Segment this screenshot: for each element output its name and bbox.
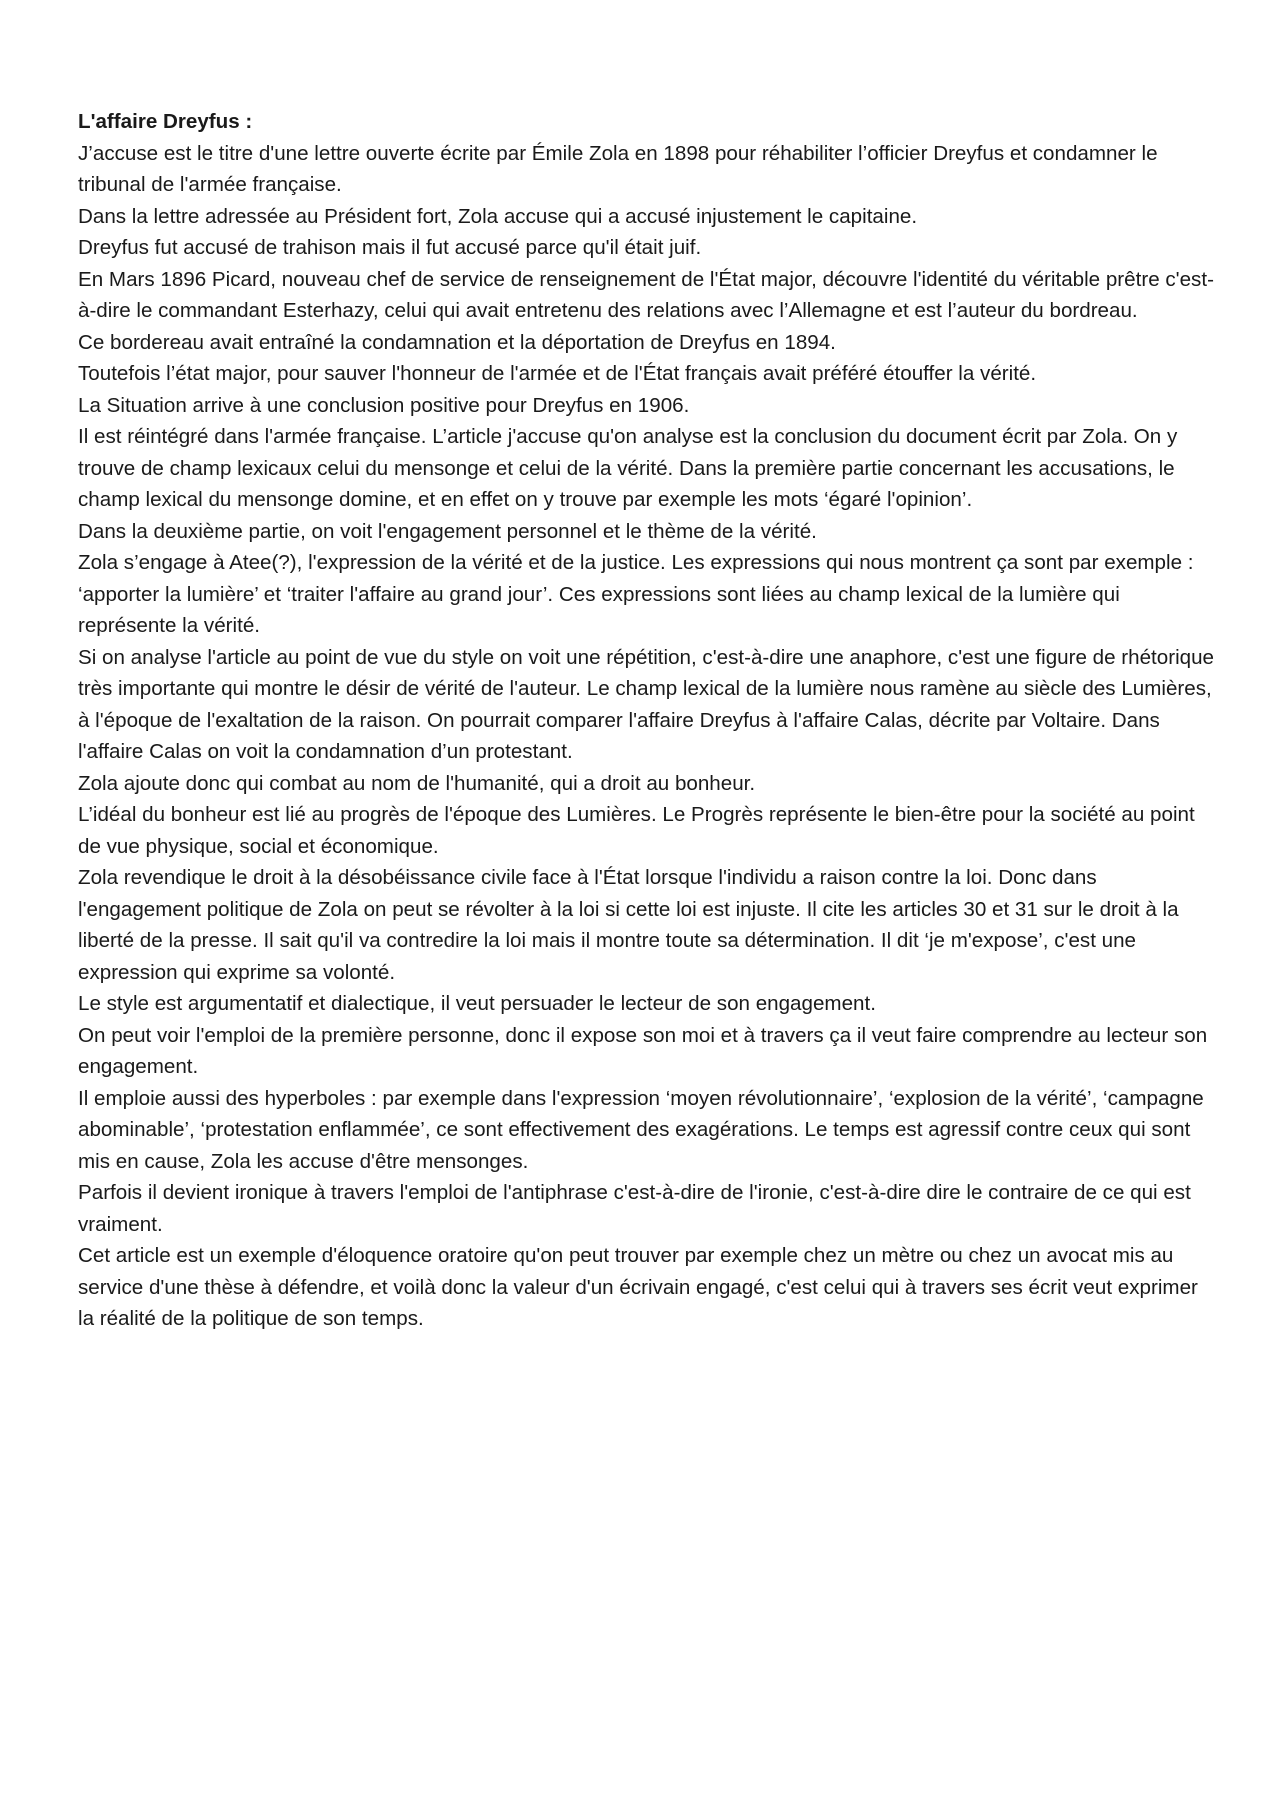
paragraph: On peut voir l'emploi de la première personne, donc il expose son moi et à travers ça il veut faire comprendre au lecteur son engagement. [78,1023,1208,1078]
paragraph: Toutefois l’état major, pour sauver l'honneur de l'armée et de l'État français avait préféré étouffer la vérité. [78,362,1037,385]
paragraph: La Situation arrive à une conclusion positive pour Dreyfus en 1906. [78,393,690,417]
paragraph: Zola revendique le droit à la désobéissance civile face à l'État lorsque l'individu a raison contre la loi. Donc dans l'engagement politique de Zola on peut se révolter à la loi si cette loi est injuste. Il cite les articles 30 et 31 sur le droit à la liberté de la presse. Il sait qu'il va contredire la loi mais il montre toute sa détermination. Il dit ‘je m'expose’, c'est une expression qui exprime sa volonté. [78,866,1179,984]
paragraph: Dans la deuxième partie, on voit l'engagement personnel et le thème de la vérité. [78,519,817,543]
paragraph: Zola s’engage à Atee(?), l'expression de la vérité et de la justice. Les expressions qui nous montrent ça sont par exemple : ‘apporter la lumière’ et ‘traiter l'affaire au grand jour’. Ces expressions sont liées au champ lexical de la lumière qui représente la vérité. [78,551,1194,637]
paragraph: L’idéal du bonheur est lié au progrès de l'époque des Lumières. Le Progrès représente le bien-être pour la société au point de vue physique, social et économique. [78,803,1195,858]
document-page [78,106,1218,1335]
paragraph: Dreyfus fut accusé de trahison mais il fut accusé parce qu'il était juif. [78,236,702,259]
paragraph: Il est réintégré dans l'armée française. L’article j'accuse qu'on analyse est la conclusion du document écrit par Zola. On y trouve de champ lexicaux celui du mensonge et celui de la vérité. Dans la première partie concernant les accusations, le champ lexical du mensonge domine, et en effet on y trouve par exemple les mots ‘égaré l'opinion’. [78,425,1178,511]
paragraph: J’accuse est le titre d'une lettre ouverte écrite par Émile Zola en 1898 pour réhabiliter l’officier Dreyfus et condamner le tribunal de l'armée française. [78,141,1158,196]
paragraph: Ce bordereau avait entraîné la condamnation et la déportation de Dreyfus en 1894. [78,330,836,354]
paragraph: Zola ajoute donc qui combat au nom de l'humanité, qui a droit au bonheur. [78,771,756,795]
document-title: L'affaire Dreyfus : [78,110,253,133]
paragraph: Dans la lettre adressée au Président fort, Zola accuse qui a accusé injustement le capitaine. [78,204,918,228]
paragraph: Il emploie aussi des hyperboles : par exemple dans l'expression ‘moyen révolutionnaire’, ‘explosion de la vérité’, ‘campagne abominable’, ‘protestation enflammée’, ce sont effectivement des exagérations. Le temps est agressif contre ceux qui sont mis en cause, Zola les accuse d'être mensonges. [78,1086,1204,1173]
paragraph: Si on analyse l'article au point de vue du style on voit une répétition, c'est-à-dire une anaphore, c'est une figure de rhétorique très importante qui montre le désir de vérité de l'auteur. Le champ lexical de la lumière nous ramène au siècle des Lumières, à l'époque de l'exaltation de la raison. On pourrait comparer l'affaire Dreyfus à l'affaire Calas, décrite par Voltaire. Dans l'affaire Calas on voit la condamnation d’un protestant. [78,645,1215,763]
paragraph: Parfois il devient ironique à travers l'emploi de l'antiphrase c'est-à-dire de l'ironie, c'est-à-dire dire le contraire de ce qui est vraiment. [78,1181,1191,1236]
paragraph: Cet article est un exemple d'éloquence oratoire qu'on peut trouver par exemple chez un mètre ou chez un avocat mis au service d'une thèse à défendre, et voilà donc la valeur d'un écrivain engagé, c'est celui qui à travers ses écrit veut exprimer la réalité de la politique de son temps. [78,1244,1198,1330]
paragraph: Le style est argumentatif et dialectique, il veut persuader le lecteur de son engagement. [78,992,876,1015]
paragraph: En Mars 1896 Picard, nouveau chef de service de renseignement de l'État major, découvre l'identité du véritable prêtre c'est-à-dire le commandant Esterhazy, celui qui avait entretenu des relations avec l’Allemagne et est l’auteur du bordreau. [78,267,1214,322]
